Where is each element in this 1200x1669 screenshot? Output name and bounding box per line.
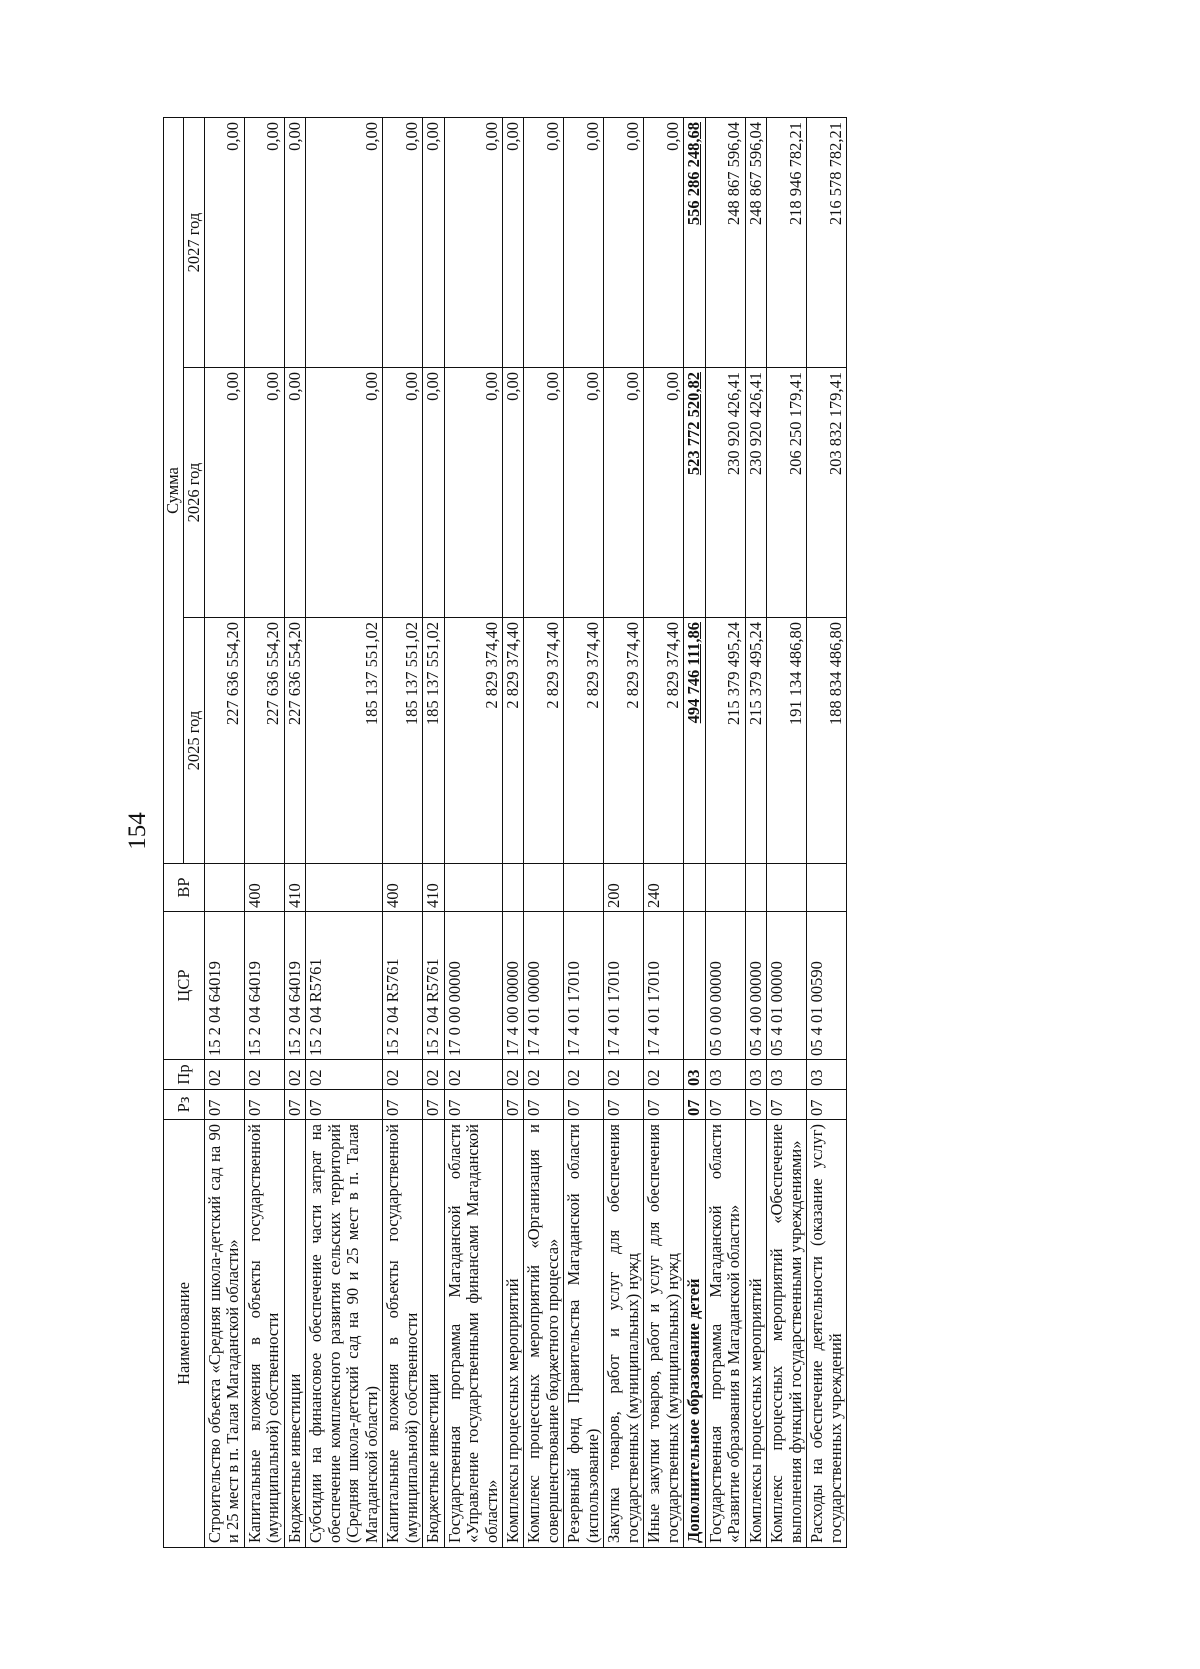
row-sum-2027: 0,00 [204,118,244,368]
row-sum-2027: 216 578 782,21 [807,118,847,368]
row-vr: 400 [383,864,423,912]
row-pr: 02 [564,1060,604,1090]
row-pr: 02 [423,1060,444,1090]
row-csr: 15 2 04 R5761 [423,912,444,1060]
row-pr: 02 [284,1060,305,1090]
row-csr: 17 0 00 00000 [444,912,502,1060]
row-sum-2025: 191 134 486,80 [767,618,807,864]
row-csr: 17 4 01 00000 [524,912,564,1060]
row-sum-2027: 0,00 [524,118,564,368]
header-vr: ВР [164,864,205,912]
row-sum-2026: 0,00 [383,368,423,618]
table-row [807,118,847,1548]
row-rz: 07 [284,1090,305,1120]
row-sum-2027: 248 867 596,04 [745,118,766,368]
row-csr: 15 2 04 64019 [284,912,305,1060]
table-row [423,118,444,1548]
row-vr [705,864,745,912]
row-sum-2027: 0,00 [444,118,502,368]
row-pr: 02 [306,1060,383,1090]
row-name: Бюджетные инвестиции [284,1120,305,1548]
row-name: Расходы на обеспечение деятельности (оказание услуг) государственных учреждений [807,1120,847,1548]
table-body [204,118,846,1548]
table-row [564,118,604,1548]
row-vr: 410 [284,864,305,912]
row-name: Капитальные вложения в объекты государственной (муниципальной) собственности [383,1120,423,1548]
row-name: Комплексы процессных мероприятий [745,1120,766,1548]
row-pr: 02 [204,1060,244,1090]
header-name: Наименование [164,1120,205,1548]
row-vr [564,864,604,912]
table-row [444,118,502,1548]
row-sum-2026: 230 920 426,41 [745,368,766,618]
row-csr: 17 4 01 17010 [604,912,644,1060]
row-csr: 15 2 04 R5761 [306,912,383,1060]
row-sum-2025: 2 829 374,40 [524,618,564,864]
row-sum-2027: 0,00 [244,118,284,368]
row-name: Государственная программа Магаданской области «Развитие образования в Магаданской области» [705,1120,745,1548]
table-row [767,118,807,1548]
table-row [705,118,745,1548]
row-sum-2026: 0,00 [306,368,383,618]
row-rz: 07 [644,1090,684,1120]
row-rz: 07 [503,1090,524,1120]
row-pr: 03 [807,1060,847,1090]
page-number: 154 [124,812,151,850]
row-rz: 07 [705,1090,745,1120]
row-sum-2025: 227 636 554,20 [284,618,305,864]
row-sum-2026: 523 772 520,82 [684,368,705,618]
row-vr [684,864,705,912]
header-csr: ЦСР [164,912,205,1060]
row-pr: 02 [604,1060,644,1090]
header-2026: 2026 год [183,368,204,618]
row-rz: 07 [306,1090,383,1120]
row-pr: 03 [745,1060,766,1090]
row-rz: 07 [684,1090,705,1120]
row-vr [524,864,564,912]
row-sum-2027: 556 286 248,68 [684,118,705,368]
row-rz: 07 [745,1090,766,1120]
row-rz: 07 [767,1090,807,1120]
row-sum-2025: 2 829 374,40 [503,618,524,864]
row-sum-2025: 2 829 374,40 [604,618,644,864]
row-sum-2026: 0,00 [244,368,284,618]
table-row [306,118,383,1548]
row-csr: 05 0 00 00000 [705,912,745,1060]
row-vr [807,864,847,912]
row-csr: 17 4 00 00000 [503,912,524,1060]
row-csr: 15 2 04 64019 [244,912,284,1060]
table-row [524,118,564,1548]
row-sum-2026: 230 920 426,41 [705,368,745,618]
row-vr: 240 [644,864,684,912]
row-sum-2026: 0,00 [524,368,564,618]
row-sum-2027: 0,00 [564,118,604,368]
row-sum-2025: 185 137 551,02 [383,618,423,864]
row-name: Закупка товаров, работ и услуг для обеспечения государственных (муниципальных) нужд [604,1120,644,1548]
table-row [383,118,423,1548]
row-pr: 02 [524,1060,564,1090]
row-pr: 02 [444,1060,502,1090]
row-sum-2027: 0,00 [306,118,383,368]
row-sum-2026: 0,00 [204,368,244,618]
row-sum-2026: 0,00 [284,368,305,618]
row-rz: 07 [524,1090,564,1120]
row-sum-2025: 188 834 486,80 [807,618,847,864]
row-csr: 15 2 04 64019 [204,912,244,1060]
table-row [644,118,684,1548]
row-rz: 07 [204,1090,244,1120]
row-name: Капитальные вложения в объекты государственной (муниципальной) собственности [244,1120,284,1548]
row-sum-2025: 227 636 554,20 [244,618,284,864]
table-row [284,118,305,1548]
row-csr: 05 4 01 00590 [807,912,847,1060]
row-sum-2027: 0,00 [644,118,684,368]
row-vr [444,864,502,912]
row-sum-2025: 215 379 495,24 [705,618,745,864]
row-sum-2027: 0,00 [604,118,644,368]
row-name: Бюджетные инвестиции [423,1120,444,1548]
row-sum-2026: 0,00 [604,368,644,618]
row-csr: 15 2 04 R5761 [383,912,423,1060]
row-csr: 05 4 01 00000 [767,912,807,1060]
table-row [604,118,644,1548]
row-name: Комплексы процессных мероприятий [503,1120,524,1548]
row-rz: 07 [423,1090,444,1120]
row-sum-2025: 2 829 374,40 [444,618,502,864]
table-row [204,118,244,1548]
header-2027: 2027 год [183,118,204,368]
row-rz: 07 [444,1090,502,1120]
budget-table [163,117,847,1548]
row-sum-2026: 0,00 [503,368,524,618]
header-rz: Рз [164,1090,205,1120]
row-rz: 07 [564,1090,604,1120]
row-name: Комплекс процессных мероприятий «Организация и совершенствование бюджетного процесса» [524,1120,564,1548]
table-row [503,118,524,1548]
row-name: Комплекс процессных мероприятий «Обеспечение выполнения функций государственными учреждениями» [767,1120,807,1548]
row-sum-2027: 0,00 [383,118,423,368]
row-sum-2025: 215 379 495,24 [745,618,766,864]
row-rz: 07 [244,1090,284,1120]
row-rz: 07 [383,1090,423,1120]
row-pr: 02 [244,1060,284,1090]
row-sum-2025: 2 829 374,40 [564,618,604,864]
row-pr: 03 [684,1060,705,1090]
row-sum-2026: 0,00 [644,368,684,618]
row-sum-2026: 0,00 [564,368,604,618]
row-pr: 02 [644,1060,684,1090]
table-row [745,118,766,1548]
row-vr: 400 [244,864,284,912]
row-sum-2027: 248 867 596,04 [705,118,745,368]
budget-table-container [163,118,1038,1548]
table-row [244,118,284,1548]
row-sum-2025: 494 746 111,86 [684,618,705,864]
header-2025: 2025 год [183,618,204,864]
row-name: Субсидии на финансовое обеспечение части затрат на обеспечение комплексного развития сельских территорий (Средняя школа-детский сад на 90 и 25 мест в п. Талая Магаданской области) [306,1120,383,1548]
row-sum-2026: 206 250 179,41 [767,368,807,618]
row-sum-2027: 0,00 [423,118,444,368]
row-sum-2025: 2 829 374,40 [644,618,684,864]
row-rz: 07 [604,1090,644,1120]
row-csr: 17 4 01 17010 [644,912,684,1060]
row-vr: 410 [423,864,444,912]
row-sum-2026: 203 832 179,41 [807,368,847,618]
row-csr: 05 4 00 00000 [745,912,766,1060]
row-name: Строительство объекта «Средняя школа-детский сад на 90 и 25 мест в п. Талая Магаданской области» [204,1120,244,1548]
row-vr [306,864,383,912]
header-pr: Пр [164,1060,205,1090]
row-rz: 07 [807,1090,847,1120]
row-sum-2026: 0,00 [423,368,444,618]
row-vr: 200 [604,864,644,912]
row-sum-2025: 227 636 554,20 [204,618,244,864]
row-sum-2027: 0,00 [503,118,524,368]
row-sum-2027: 218 946 782,21 [767,118,807,368]
table-header-row [164,118,184,1548]
row-sum-2026: 0,00 [444,368,502,618]
row-pr: 02 [503,1060,524,1090]
row-vr [767,864,807,912]
row-pr: 03 [767,1060,807,1090]
table-row [684,118,705,1548]
row-sum-2025: 185 137 551,02 [423,618,444,864]
row-sum-2027: 0,00 [284,118,305,368]
row-csr: 17 4 01 17010 [564,912,604,1060]
header-sum: Сумма [164,118,184,864]
row-pr: 03 [705,1060,745,1090]
row-pr: 02 [383,1060,423,1090]
row-name: Дополнительное образование детей [684,1120,705,1548]
row-sum-2025: 185 137 551,02 [306,618,383,864]
row-name: Иные закупки товаров, работ и услуг для обеспечения государственных (муниципальных) нужд [644,1120,684,1548]
row-vr [745,864,766,912]
row-name: Государственная программа Магаданской области «Управление государственными финансами Магаданской области» [444,1120,502,1548]
row-vr [503,864,524,912]
row-vr [204,864,244,912]
row-name: Резервный фонд Правительства Магаданской области (использование) [564,1120,604,1548]
row-csr [684,912,705,1060]
